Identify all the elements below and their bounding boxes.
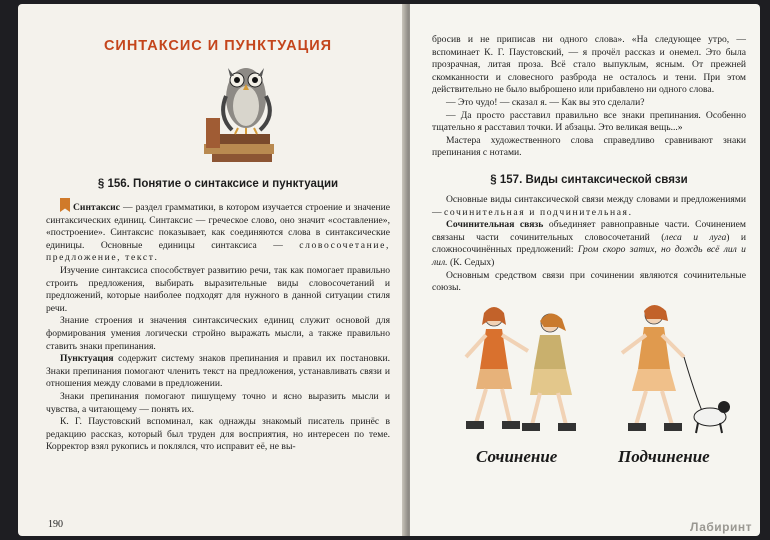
paragraph-story-continued: бросив и не приписав ни одного слова». «На следующее утро, — вспоминает К. Г. Паустовский, — я прочёл рассказ и онемел. Это была прозрачная, литая проза. Всё стало выпуклым, ясным. От прежней скомканности и словесного разброда не осталось и тени. При этом действительно не было выброшено или прибавлено ни одного слова. (432, 34, 746, 96)
right-page (410, 4, 760, 536)
bookmark-icon (60, 198, 70, 212)
paragraph-syntax-definition (46, 198, 390, 265)
paragraph-notes-comparison: Мастера художественного слова справедливо сравнивают знаки препинания с нотами. (432, 134, 746, 159)
paragraph-punctuation-purpose: Знаки препинания помогают пишущему точно и ясно выразить мысли и чувства, а читающему — понять их. (46, 390, 390, 415)
syntax-definition-text: — раздел грамматики, в котором изучается строение и значение синтаксических единиц. Синтаксис — греческое слово, оно значит «составление», «построение». Синтаксис показывает, как соединяются слова в синтаксические единицы. Основные единицы синтаксиса — (46, 202, 390, 251)
term-punctuation: Пунктуация (60, 353, 114, 365)
watermark: Лабиринт (689, 520, 752, 534)
skaters-drawing (432, 301, 732, 451)
coordination-text-a: объединяет равноправные части. Сочинением связаны части сочинительных словосочетаний ( (432, 219, 746, 243)
owl-illustration-wrap (46, 54, 390, 172)
term-coordination: Сочинительная связь (446, 219, 544, 231)
section-156-title: § 156. Понятие о синтаксисе и пунктуации (97, 178, 339, 190)
example-phrase: леса и луга (664, 231, 727, 243)
caption-subordination: Подчинение (618, 446, 710, 466)
paragraph-speech-development: Изучение синтаксиса способствует развитию речи, так как помогает правильно строить предложения, выбирать выразительные виды словосочетаний и предложений, которые наиболее подходят для нужного в данной ситуации стиля речи. (46, 264, 390, 314)
connection-types-spaced: сочинительная и подчинительная (444, 206, 629, 218)
punctuation-definition-text: содержит систему знаков препинания и правил их постановки. Знаки препинания помогают членить текст на предложения, устанавливать связи и отношения между словами в предложении. (46, 353, 390, 390)
syntax-definition-end: . (154, 252, 157, 264)
example-author: (К. Седых) (447, 256, 495, 268)
section-157-title: § 157. Виды синтаксической связи (490, 173, 688, 186)
coordination-text-b: ) и сложносочинённых предложений: (432, 231, 746, 256)
paragraph-conjunctions: Основным средством связи при сочинении являются сочинительные союзы. (432, 269, 746, 294)
syntax-units-spaced: словосочетание, предложение, текст (46, 239, 390, 264)
paragraph-coordination (432, 219, 746, 269)
term-syntax: Синтаксис (73, 202, 120, 213)
book-spread (18, 4, 760, 536)
skating-girls-illustration (432, 301, 746, 491)
example-sentence: Гром скоро затих, но дождь всё лил и лил. (432, 244, 746, 268)
left-page (18, 4, 406, 536)
paragraph-dialogue-1: — Это чудо! — сказал я. — Как вы это сделали? (446, 96, 645, 108)
paragraph-connection-types (432, 194, 746, 219)
paragraph-paustovsky-story: К. Г. Паустовский вспоминал, как однажды знакомый писатель принёс в редакцию рассказ, который был труден для восприятия, но интересен по теме. Корректор взял рукопись и поклялся, что исправит её, не вы- (46, 416, 390, 453)
owl-on-books-illustration (204, 56, 288, 168)
connection-types-text: Основные виды синтаксической связи между словами и предложениями — (432, 193, 746, 218)
paragraph-punctuation-definition (46, 353, 390, 391)
page-number-left: 190 (48, 519, 63, 530)
connection-types-end: . (628, 206, 631, 218)
paragraph-dialogue-2: — Да просто расставил правильно все знаки препинания. Особенно тщательно я расставил точки. И абзацы. Это великая вещь...» (432, 109, 746, 134)
caption-coordination: Сочинение (476, 446, 558, 466)
paragraph-syntax-knowledge: Знание строения и значения синтаксических единиц служит основой для формирования умения логически стройно выражать мысли, а также правильно ставить знаки препинания. (46, 315, 390, 352)
chapter-title: СИНТАКСИС И ПУНКТУАЦИЯ (103, 38, 333, 54)
